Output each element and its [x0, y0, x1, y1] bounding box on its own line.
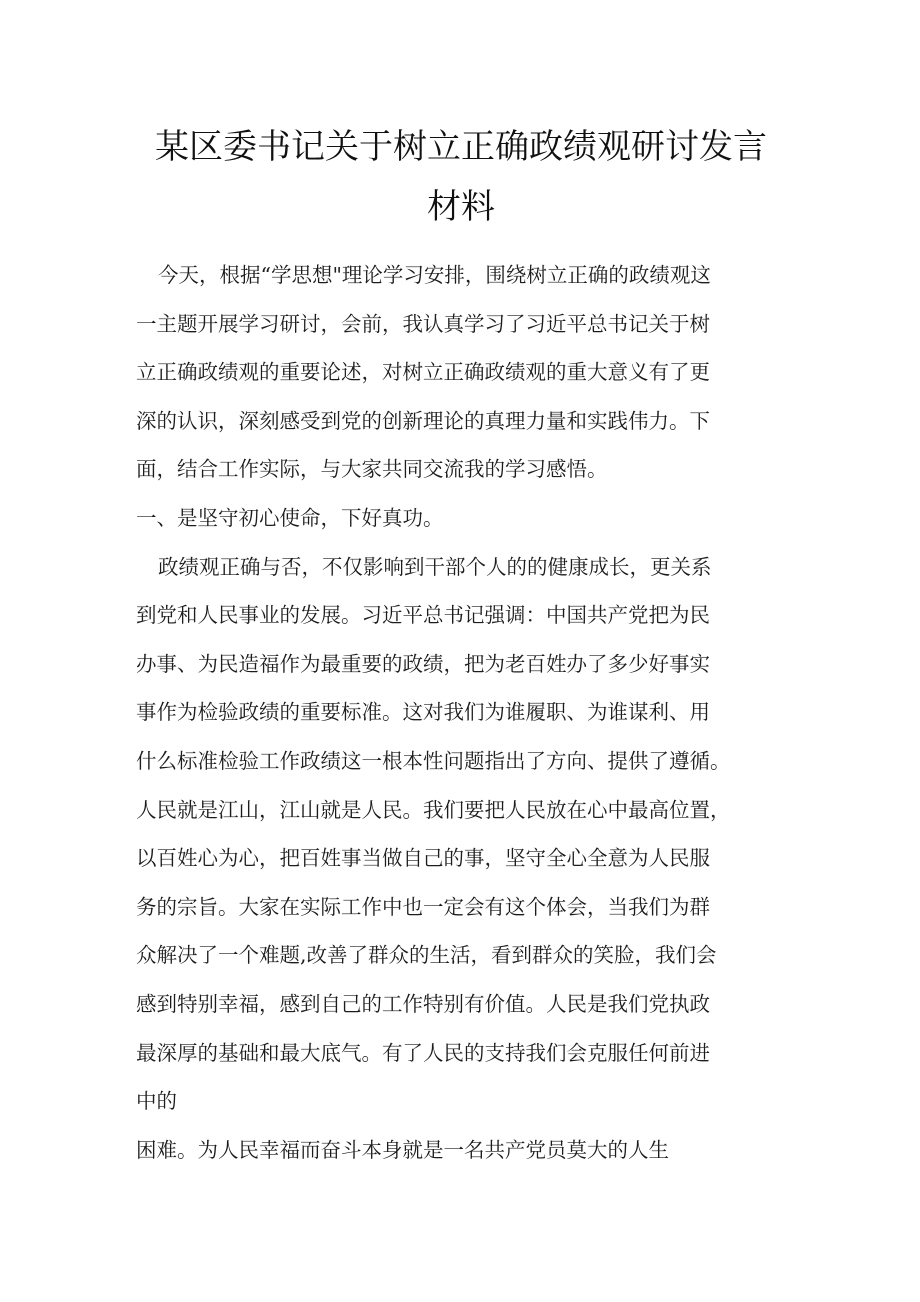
section-heading — [136, 494, 796, 543]
text-line: 面，结合工作实际，与大家共同交流我的学习感悟。 — [136, 457, 608, 482]
text-line: 最深厚的基础和最大底气。有了人民的支持我们会克服任何前进 — [136, 1040, 710, 1065]
text-line: 政绩观正确与否，不仅影响到干部个人的的健康成长，更关系 — [158, 554, 712, 579]
text-line: 一主题开展学习研讨，会前，我认真学习了习近平总书记关于树 — [136, 311, 710, 336]
document-title-line-1: 某区委书记关于树立正确政绩观研讨发言 — [155, 127, 767, 167]
text-line: 以百姓心为心，把百姓事当做自己的事，坚守全心全意为人民服 — [136, 846, 710, 871]
text-line: 众解决了一个难题,改善了群众的生活，看到群众的笑脸，我们会 — [136, 943, 717, 968]
paragraph-intro — [136, 251, 796, 494]
text-line: 困难。为人民幸福而奋斗本身就是一名共产党员莫大的人生 — [136, 1137, 669, 1162]
text-line: 中的 — [136, 1089, 177, 1114]
text-line: 什么标准检验工作政绩这一根本性问题指出了方向、提供了遵循。 — [136, 748, 731, 773]
text-line: 今天，根据“学思想"理论学习安排，围绕树立正确的政绩观这 — [158, 263, 711, 287]
text-line: 感到特别幸福，感到自己的工作特别有价值。人民是我们党执政 — [136, 991, 710, 1016]
text-line: 事作为检验政绩的重要标准。这对我们为谁履职、为谁谋利、用 — [136, 700, 710, 725]
text-line: 人民就是江山，江山就是人民。我们要把人民放在心中最高位置， — [136, 797, 731, 822]
text-line: 深的认识，深刻感受到党的创新理论的真理力量和实践伟力。下 — [136, 408, 710, 433]
document-title-line-2: 材料 — [427, 187, 495, 227]
text-line: 到党和人民事业的发展。习近平总书记强调：中国共产党把为民 — [136, 603, 710, 628]
text-line: 务的宗旨。大家在实际工作中也一定会有这个体会，当我们为群 — [136, 894, 710, 919]
section-heading-text: 一、是坚守初心使命，下好真功。 — [136, 505, 444, 530]
text-line: 立正确政绩观的重要论述，对树立正确政绩观的重大意义有了更 — [136, 360, 710, 385]
text-line: 办事、为民造福作为最重要的政绩，把为老百姓办了多少好事实 — [136, 651, 710, 676]
document-body — [136, 251, 796, 1174]
paragraph-section-1 — [136, 543, 796, 1175]
